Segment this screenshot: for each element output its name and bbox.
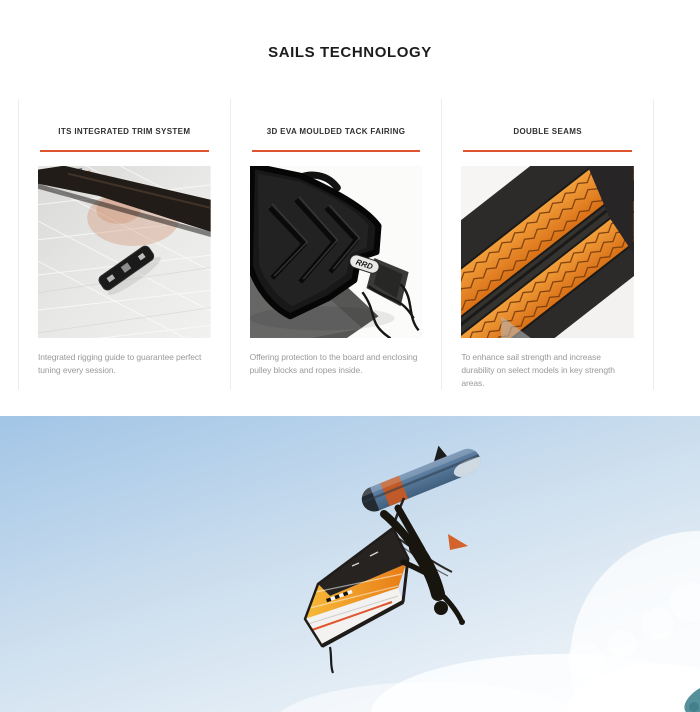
feature-description: Integrated rigging guide to guarantee perfect tuning every session. [38, 351, 202, 375]
feature-card-trim-system [18, 99, 230, 390]
rider-head [434, 601, 448, 615]
double-seams-photo [461, 166, 634, 338]
feature-description: Offering protection to the board and enclosing pulley blocks and ropes inside. [249, 351, 418, 375]
feature-card-double-seams [441, 99, 654, 390]
feature-title: DOUBLE SEAMS [513, 127, 582, 136]
feature-title: ITS INTEGRATED TRIM SYSTEM [58, 127, 191, 136]
features-section [18, 99, 654, 390]
sail-trim-gauge-photo [38, 166, 211, 338]
feature-title: 3D EVA MOULDED TACK FAIRING [266, 127, 406, 136]
windsurfer-aerial-jump-photo [0, 416, 700, 712]
accent-rule [252, 150, 421, 152]
svg-text:RRD: RRD [354, 257, 374, 272]
accent-rule [463, 150, 632, 152]
accent-rule [40, 150, 209, 152]
page-title: SAILS TECHNOLOGY [268, 44, 432, 61]
tack-fairing-photo [250, 166, 423, 338]
feature-description: To enhance sail strength and increase durability on select models in key strength areas. [461, 351, 615, 388]
feature-card-tack-fairing [230, 99, 442, 390]
